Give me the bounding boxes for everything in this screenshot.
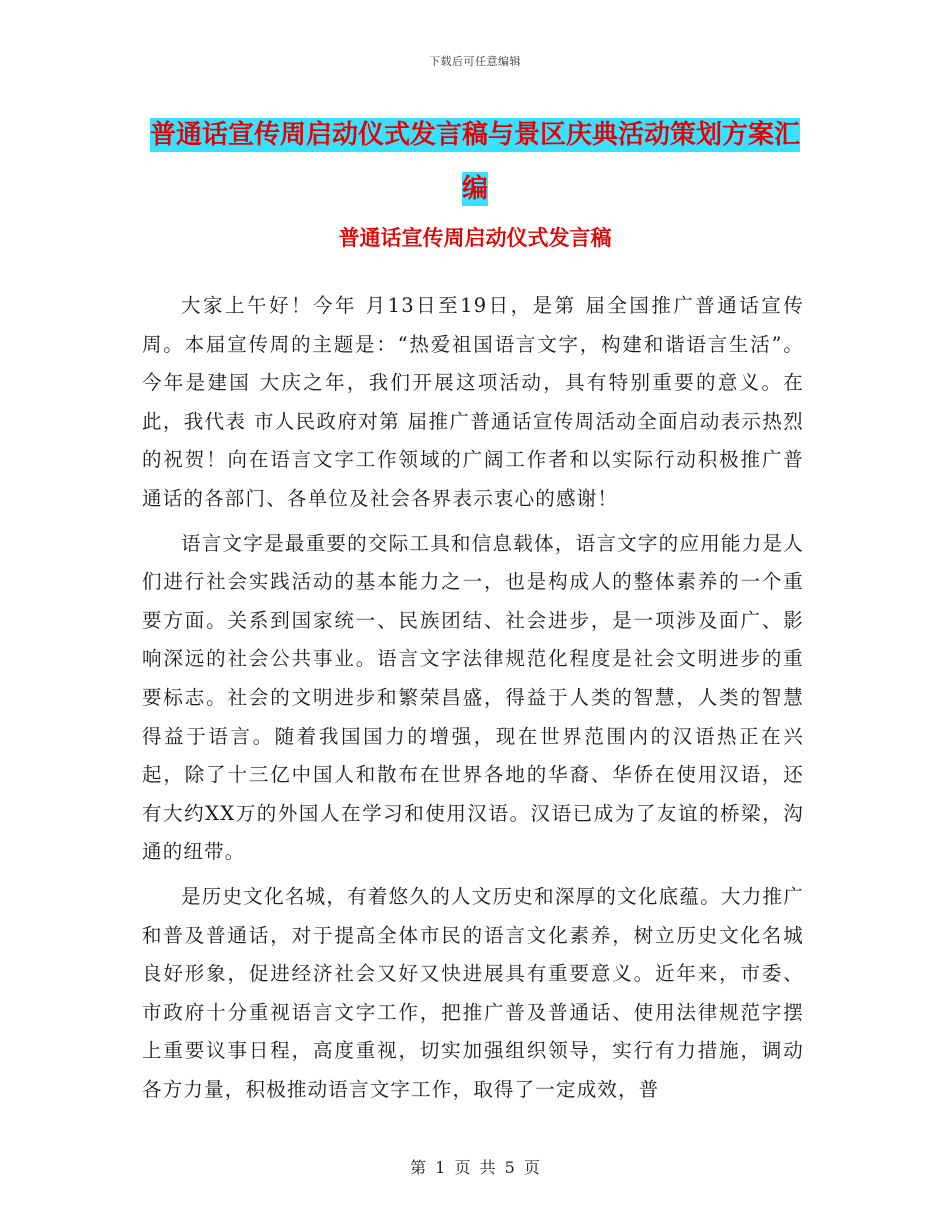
page-number-footer: 第 1 页 共 5 页 (410, 1158, 540, 1177)
body-paragraph: 大家上午好！今年 月13日至19日，是第 届全国推广普通话宣传周。本届宣传周的主题是：“热爱祖国语言文字，构建和谐语言生活”。今年是建国 大庆之年，我们开展这项活动，具有特别重要的意义。在此，我代表 市人民政府对第 届推广普通话宣传周活动全面启动表示热烈的祝贺！向在语言文字工作领域的广阔工作者和以实际行动积极推广普通话的各部门、各单位及社会各界表示衷心的感谢！ (142, 294, 804, 510)
page-header-note: 下载后可任意编辑 (429, 55, 521, 68)
section-title: 普通话宣传周启动仪式发言稿 (338, 225, 612, 250)
document-title-text: 普通话宣传周启动仪式发言稿与景区庆典活动策划方案汇编 (149, 120, 800, 204)
document-body (142, 287, 804, 1115)
document-title (140, 108, 810, 216)
body-paragraph: 语言文字是最重要的交际工具和信息载体，语言文字的应用能力是人们进行社会实践活动的基本能力之一，也是构成人的整体素养的一个重要方面。关系到国家统一、民族团结、社会进步，是一项涉及面广、影响深远的社会公共事业。语言文字法律规范化程度是社会文明进步的重要标志。社会的文明进步和繁荣昌盛，得益于人类的智慧，人类的智慧得益于语言。随着我国国力的增强，现在世界范围内的汉语热正在兴起，除了十三亿中国人和散布在世界各地的华裔、华侨在使用汉语，还有大约XX万的外国人在学习和使用汉语。汉语已成为了友谊的桥梁，沟通的纽带。 (142, 531, 804, 864)
body-paragraph: 是历史文化名城，有着悠久的人文历史和深厚的文化底蕴。大力推广和普及普通话，对于提高全体市民的语言文化素养，树立历史文化名城良好形象，促进经济社会又好又快进展具有重要意义。近年来，市委、市政府十分重视语言文字工作，把推广普及普通话、使用法律规范字摆上重要议事日程，高度重视，切实加强组织领导，实行有力措施，调动各方力量，积极推动语言文字工作，取得了一定成效，普 (142, 884, 804, 1101)
